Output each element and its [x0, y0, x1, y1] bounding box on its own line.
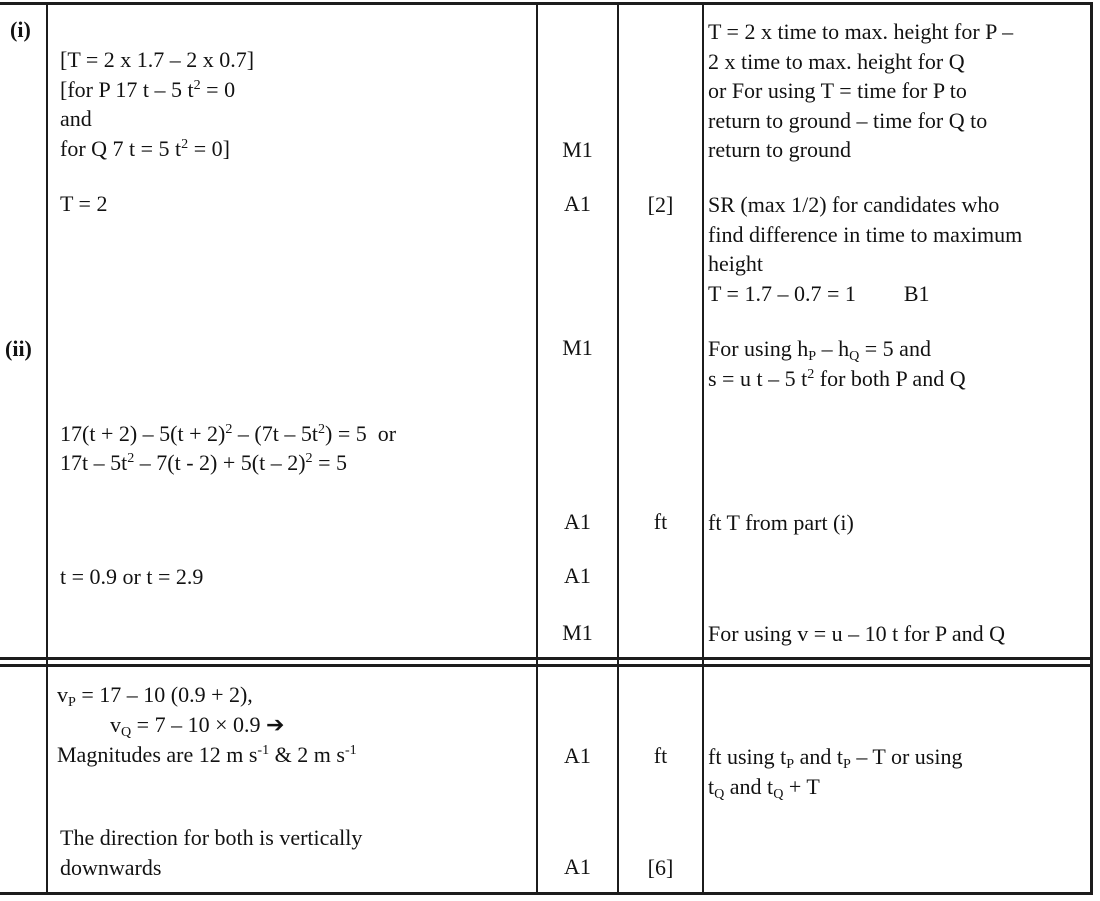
continuation-ft-tag: ft: [653, 743, 668, 768]
table-border-right: [1090, 2, 1093, 895]
velocity-p-line: $v_P = 17 - 10$ (0.9 + 2),: [57, 682, 253, 710]
continuation-mark-a1-ft: A1: [564, 743, 591, 768]
part-i-sr-equation-row: [708, 280, 930, 308]
continuation-total-marks: [6]: [647, 855, 674, 880]
part-i-result: T = 2: [60, 191, 108, 216]
part-i-comment-line: 2 x time to max. height for Q: [708, 49, 965, 74]
part-ii-m1-comment-line: For using $h_P - h_Q = 5$ and: [708, 336, 931, 364]
part-ii-equation-line: $17t - 5t^2 - 7(t - 2) + 5(t - 2)^2 = 5$: [60, 450, 348, 475]
velocity-q-line: $v_Q = 7 - 10 \times 0.9$ ➔: [110, 712, 285, 740]
part-i-working-line: [T = 2 x 1.7 – 2 x 0.7]: [60, 47, 255, 72]
table-divider-label-col: [46, 2, 48, 895]
part-ii-t-result: t = 0.9 or t = 2.9: [60, 564, 204, 589]
part-ii-ft-tag: ft: [653, 509, 668, 534]
part-ii-mark-a1: A1: [564, 563, 591, 588]
part-i-mark-a1: A1: [564, 191, 591, 216]
part-i-mark-m1: M1: [562, 137, 593, 162]
part-ii-m1-comment-line: s = u t – 5 $t^2$ for both P and Q: [708, 366, 966, 391]
table-double-rule-lower: [0, 664, 1093, 667]
part-i-total-marks: [2]: [647, 192, 674, 217]
part-i-comment-line: or For using T = time for P to: [708, 78, 967, 103]
part-i-sr-line: SR (max 1/2) for candidates who: [708, 192, 1000, 217]
table-border-top: [0, 2, 1093, 5]
continuation-ft-comment-line: ft using $t_P$ and $t_P$ – T or using: [708, 744, 963, 772]
part-ii-mark-m1-v: M1: [562, 620, 593, 645]
part-i-sr-mark-b1: B1: [903, 281, 930, 306]
part-i-comment-line: T = 2 x time to max. height for P –: [708, 19, 1014, 44]
part-i-working-line: and: [60, 106, 92, 131]
continuation-ft-comment-line: $t_Q$ and $t_Q + T$: [708, 774, 820, 802]
direction-line: downwards: [60, 855, 162, 880]
part-ii-mark-a1-ft: A1: [564, 509, 591, 534]
part-ii-v-comment: For using v = u – 10 t for P and Q: [708, 621, 1005, 646]
part-i-sr-equation: T = 1.7 – 0.7 = 1: [708, 281, 856, 306]
direction-line: The direction for both is vertically: [60, 825, 363, 850]
part-i-sr-line: height: [708, 251, 763, 276]
table-border-bottom: [0, 892, 1093, 895]
part-i-comment-line: return to ground – time for Q to: [708, 108, 988, 133]
part-i-label: (i): [10, 17, 31, 42]
part-i-sr-line: find difference in time to maximum: [708, 222, 1023, 247]
part-i-comment-line: return to ground: [708, 137, 851, 162]
part-ii-equation-line: $17(t + 2) - 5(t + 2)^2 - (7t - 5t^2) = 5$ or: [60, 421, 397, 446]
continuation-mark-a1: A1: [564, 854, 591, 879]
part-ii-label: (ii): [5, 336, 32, 361]
table-double-rule-upper: [0, 657, 1093, 660]
magnitudes-line: Magnitudes are 12 m $s^{-1}$ & 2 m $s^{-1}$: [57, 742, 357, 767]
part-i-working-line: [for P 17 t – 5 $t^2 = 0$: [60, 77, 236, 102]
part-i-working-line: for Q 7 t = 5 $t^2 = 0$]: [60, 136, 230, 161]
part-ii-ft-comment: ft T from part (i): [708, 510, 854, 535]
part-ii-mark-m1: M1: [562, 335, 593, 360]
